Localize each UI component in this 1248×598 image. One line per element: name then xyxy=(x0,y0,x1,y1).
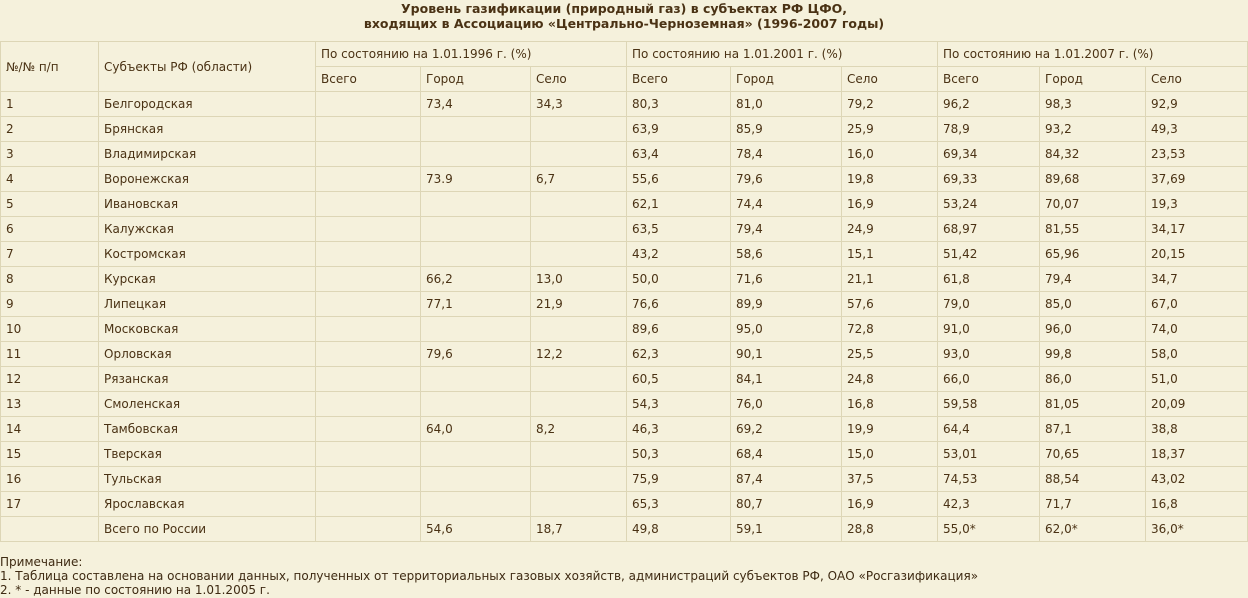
header-number: №/№ п/п xyxy=(1,42,99,92)
cell-value: 93,2 xyxy=(1040,117,1146,142)
title-line-1: Уровень газификации (природный газ) в субъектах РФ ЦФО, xyxy=(401,1,847,16)
cell-number: 15 xyxy=(1,442,99,467)
cell-value xyxy=(316,117,421,142)
cell-number: 11 xyxy=(1,342,99,367)
cell-value xyxy=(316,167,421,192)
cell-value xyxy=(531,317,627,342)
cell-value: 12,2 xyxy=(531,342,627,367)
table-row xyxy=(1,217,1248,242)
cell-value: 98,3 xyxy=(1040,92,1146,117)
cell-value: 49,3 xyxy=(1146,117,1248,142)
cell-value: 92,9 xyxy=(1146,92,1248,117)
cell-value: 24,8 xyxy=(842,367,938,392)
cell-value: 68,4 xyxy=(731,442,842,467)
cell-value: 69,2 xyxy=(731,417,842,442)
table-row xyxy=(1,292,1248,317)
cell-value: 65,3 xyxy=(627,492,731,517)
cell-value: 19,3 xyxy=(1146,192,1248,217)
header-total: Всего xyxy=(938,67,1040,92)
cell-value xyxy=(531,242,627,267)
cell-value: 69,33 xyxy=(938,167,1040,192)
cell-value xyxy=(531,117,627,142)
cell-value: 49,8 xyxy=(627,517,731,542)
cell-value: 65,96 xyxy=(1040,242,1146,267)
cell-value xyxy=(316,517,421,542)
header-city: Город xyxy=(421,67,531,92)
cell-value xyxy=(316,217,421,242)
cell-value: 71,7 xyxy=(1040,492,1146,517)
cell-subject: Всего по России xyxy=(99,517,316,542)
cell-value xyxy=(421,467,531,492)
cell-value: 59,1 xyxy=(731,517,842,542)
cell-value xyxy=(421,142,531,167)
cell-value: 95,0 xyxy=(731,317,842,342)
cell-value xyxy=(421,117,531,142)
cell-value xyxy=(316,342,421,367)
cell-value: 20,15 xyxy=(1146,242,1248,267)
cell-value: 70,65 xyxy=(1040,442,1146,467)
cell-value: 77,1 xyxy=(421,292,531,317)
cell-value: 66,2 xyxy=(421,267,531,292)
cell-number: 6 xyxy=(1,217,99,242)
table-row xyxy=(1,442,1248,467)
cell-value: 79,4 xyxy=(1040,267,1146,292)
header-village: Село xyxy=(1146,67,1248,92)
cell-subject: Орловская xyxy=(99,342,316,367)
cell-value: 62,1 xyxy=(627,192,731,217)
cell-value: 80,7 xyxy=(731,492,842,517)
cell-value: 19,8 xyxy=(842,167,938,192)
cell-subject: Тверская xyxy=(99,442,316,467)
cell-subject: Ярославская xyxy=(99,492,316,517)
cell-value: 87,1 xyxy=(1040,417,1146,442)
notes-heading: Примечание: xyxy=(0,555,83,569)
cell-value: 79,4 xyxy=(731,217,842,242)
table-row xyxy=(1,417,1248,442)
cell-value: 24,9 xyxy=(842,217,938,242)
cell-value: 18,7 xyxy=(531,517,627,542)
cell-value: 89,68 xyxy=(1040,167,1146,192)
cell-value: 23,53 xyxy=(1146,142,1248,167)
page-title xyxy=(0,0,1248,31)
cell-value: 88,54 xyxy=(1040,467,1146,492)
cell-subject: Липецкая xyxy=(99,292,316,317)
cell-value: 67,0 xyxy=(1146,292,1248,317)
cell-value: 73.9 xyxy=(421,167,531,192)
cell-value: 80,3 xyxy=(627,92,731,117)
cell-value: 21,9 xyxy=(531,292,627,317)
cell-value xyxy=(531,142,627,167)
cell-value: 60,5 xyxy=(627,367,731,392)
cell-value: 79,0 xyxy=(938,292,1040,317)
cell-value xyxy=(316,367,421,392)
cell-value xyxy=(316,142,421,167)
cell-value: 58,6 xyxy=(731,242,842,267)
cell-value: 20,09 xyxy=(1146,392,1248,417)
cell-value: 37,69 xyxy=(1146,167,1248,192)
table-row xyxy=(1,167,1248,192)
table-row xyxy=(1,92,1248,117)
cell-number: 2 xyxy=(1,117,99,142)
cell-value: 59,58 xyxy=(938,392,1040,417)
cell-value xyxy=(421,442,531,467)
cell-value: 54,6 xyxy=(421,517,531,542)
cell-value: 16,9 xyxy=(842,192,938,217)
cell-value: 90,1 xyxy=(731,342,842,367)
cell-value: 81,0 xyxy=(731,92,842,117)
cell-value: 63,4 xyxy=(627,142,731,167)
cell-value: 84,32 xyxy=(1040,142,1146,167)
cell-value xyxy=(316,417,421,442)
table-row xyxy=(1,267,1248,292)
cell-value: 91,0 xyxy=(938,317,1040,342)
cell-subject: Воронежская xyxy=(99,167,316,192)
cell-value: 13,0 xyxy=(531,267,627,292)
cell-value: 81,05 xyxy=(1040,392,1146,417)
header-period-2007: По состоянию на 1.01.2007 г. (%) xyxy=(938,42,1248,67)
cell-value: 8,2 xyxy=(531,417,627,442)
cell-number: 8 xyxy=(1,267,99,292)
cell-value xyxy=(421,392,531,417)
cell-value: 19,9 xyxy=(842,417,938,442)
cell-value: 96,2 xyxy=(938,92,1040,117)
table-row xyxy=(1,467,1248,492)
cell-value: 79,6 xyxy=(731,167,842,192)
cell-value xyxy=(316,267,421,292)
cell-number: 12 xyxy=(1,367,99,392)
cell-subject: Тульская xyxy=(99,467,316,492)
table-body xyxy=(1,92,1248,542)
cell-value: 69,34 xyxy=(938,142,1040,167)
table-row xyxy=(1,392,1248,417)
cell-value xyxy=(316,317,421,342)
cell-value: 57,6 xyxy=(842,292,938,317)
cell-value: 37,5 xyxy=(842,467,938,492)
cell-value: 25,5 xyxy=(842,342,938,367)
cell-value: 79,6 xyxy=(421,342,531,367)
cell-value: 53,01 xyxy=(938,442,1040,467)
cell-value: 62,3 xyxy=(627,342,731,367)
cell-value xyxy=(421,492,531,517)
cell-value xyxy=(531,192,627,217)
table-row xyxy=(1,517,1248,542)
cell-value: 34,7 xyxy=(1146,267,1248,292)
cell-value: 43,02 xyxy=(1146,467,1248,492)
table-row xyxy=(1,492,1248,517)
note-item: 2. * - данные по состоянию на 1.01.2005 г. xyxy=(0,583,270,597)
cell-value: 43,2 xyxy=(627,242,731,267)
cell-value: 70,07 xyxy=(1040,192,1146,217)
cell-value: 74,0 xyxy=(1146,317,1248,342)
cell-value: 58,0 xyxy=(1146,342,1248,367)
cell-value: 66,0 xyxy=(938,367,1040,392)
header-village: Село xyxy=(531,67,627,92)
cell-value: 53,24 xyxy=(938,192,1040,217)
cell-value: 89,9 xyxy=(731,292,842,317)
cell-value: 34,17 xyxy=(1146,217,1248,242)
cell-value: 93,0 xyxy=(938,342,1040,367)
cell-number xyxy=(1,517,99,542)
cell-subject: Калужская xyxy=(99,217,316,242)
cell-value: 16,9 xyxy=(842,492,938,517)
cell-number: 17 xyxy=(1,492,99,517)
cell-number: 7 xyxy=(1,242,99,267)
cell-value: 16,0 xyxy=(842,142,938,167)
cell-value: 74,4 xyxy=(731,192,842,217)
cell-value: 79,2 xyxy=(842,92,938,117)
cell-value: 54,3 xyxy=(627,392,731,417)
cell-value: 16,8 xyxy=(842,392,938,417)
cell-value: 46,3 xyxy=(627,417,731,442)
cell-value xyxy=(531,217,627,242)
cell-value: 42,3 xyxy=(938,492,1040,517)
cell-subject: Ивановская xyxy=(99,192,316,217)
cell-value: 76,0 xyxy=(731,392,842,417)
cell-value: 71,6 xyxy=(731,267,842,292)
cell-value: 62,0* xyxy=(1040,517,1146,542)
table-row xyxy=(1,317,1248,342)
cell-value xyxy=(316,192,421,217)
cell-value: 76,6 xyxy=(627,292,731,317)
header-total: Всего xyxy=(627,67,731,92)
cell-value xyxy=(316,467,421,492)
notes xyxy=(0,555,978,597)
table-row xyxy=(1,342,1248,367)
cell-value xyxy=(531,442,627,467)
cell-value: 75,9 xyxy=(627,467,731,492)
cell-subject: Брянская xyxy=(99,117,316,142)
header-period-2001: По состоянию на 1.01.2001 г. (%) xyxy=(627,42,938,67)
note-item: 1. Таблица составлена на основании данных, полученных от территориальных газовых хозяйств, администраций субъектов РФ, ОАО «Росгазификация» xyxy=(0,569,979,583)
cell-value: 84,1 xyxy=(731,367,842,392)
header-city: Город xyxy=(1040,67,1146,92)
cell-value xyxy=(316,292,421,317)
cell-value: 63,9 xyxy=(627,117,731,142)
cell-number: 5 xyxy=(1,192,99,217)
cell-value: 89,6 xyxy=(627,317,731,342)
cell-subject: Курская xyxy=(99,267,316,292)
cell-value: 81,55 xyxy=(1040,217,1146,242)
cell-value: 36,0* xyxy=(1146,517,1248,542)
cell-value: 16,8 xyxy=(1146,492,1248,517)
cell-number: 1 xyxy=(1,92,99,117)
cell-value: 38,8 xyxy=(1146,417,1248,442)
header-city: Город xyxy=(731,67,842,92)
cell-value xyxy=(316,392,421,417)
cell-value xyxy=(421,192,531,217)
cell-value: 72,8 xyxy=(842,317,938,342)
cell-value: 28,8 xyxy=(842,517,938,542)
cell-value xyxy=(316,492,421,517)
header-total: Всего xyxy=(316,67,421,92)
table-row xyxy=(1,117,1248,142)
header-period-1996: По состоянию на 1.01.1996 г. (%) xyxy=(316,42,627,67)
cell-value: 86,0 xyxy=(1040,367,1146,392)
cell-value: 74,53 xyxy=(938,467,1040,492)
cell-value: 34,3 xyxy=(531,92,627,117)
cell-number: 4 xyxy=(1,167,99,192)
title-line-2: входящих в Ассоциацию «Центрально-Черноземная» (1996-2007 годы) xyxy=(363,16,885,31)
cell-value: 15,1 xyxy=(842,242,938,267)
cell-value: 51,42 xyxy=(938,242,1040,267)
cell-number: 16 xyxy=(1,467,99,492)
cell-value: 55,6 xyxy=(627,167,731,192)
cell-value xyxy=(531,467,627,492)
cell-number: 3 xyxy=(1,142,99,167)
cell-subject: Владимирская xyxy=(99,142,316,167)
cell-subject: Белгородская xyxy=(99,92,316,117)
cell-value xyxy=(316,442,421,467)
cell-value: 6,7 xyxy=(531,167,627,192)
cell-value: 61,8 xyxy=(938,267,1040,292)
cell-value: 85,9 xyxy=(731,117,842,142)
cell-value xyxy=(316,242,421,267)
cell-value: 73,4 xyxy=(421,92,531,117)
cell-value: 15,0 xyxy=(842,442,938,467)
header-subject: Субъекты РФ (области) xyxy=(99,42,316,92)
cell-value: 50,0 xyxy=(627,267,731,292)
cell-value: 25,9 xyxy=(842,117,938,142)
gasification-table xyxy=(0,41,1248,542)
cell-value: 21,1 xyxy=(842,267,938,292)
cell-value xyxy=(421,317,531,342)
table-header-row-periods xyxy=(1,42,1248,67)
cell-value: 87,4 xyxy=(731,467,842,492)
cell-number: 10 xyxy=(1,317,99,342)
cell-subject: Смоленская xyxy=(99,392,316,417)
table-row xyxy=(1,142,1248,167)
cell-value: 50,3 xyxy=(627,442,731,467)
cell-number: 14 xyxy=(1,417,99,442)
cell-value: 64,4 xyxy=(938,417,1040,442)
cell-number: 13 xyxy=(1,392,99,417)
cell-value xyxy=(531,367,627,392)
table-row xyxy=(1,192,1248,217)
cell-subject: Рязанская xyxy=(99,367,316,392)
cell-value: 96,0 xyxy=(1040,317,1146,342)
cell-value: 51,0 xyxy=(1146,367,1248,392)
cell-subject: Тамбовская xyxy=(99,417,316,442)
cell-value: 18,37 xyxy=(1146,442,1248,467)
cell-number: 9 xyxy=(1,292,99,317)
cell-value xyxy=(316,92,421,117)
cell-value: 78,4 xyxy=(731,142,842,167)
cell-value xyxy=(421,242,531,267)
cell-subject: Костромская xyxy=(99,242,316,267)
cell-value: 64,0 xyxy=(421,417,531,442)
table-row xyxy=(1,242,1248,267)
cell-subject: Московская xyxy=(99,317,316,342)
table-row xyxy=(1,367,1248,392)
cell-value xyxy=(531,392,627,417)
cell-value: 63,5 xyxy=(627,217,731,242)
cell-value: 85,0 xyxy=(1040,292,1146,317)
cell-value xyxy=(421,367,531,392)
cell-value xyxy=(531,492,627,517)
cell-value: 55,0* xyxy=(938,517,1040,542)
cell-value: 78,9 xyxy=(938,117,1040,142)
cell-value xyxy=(421,217,531,242)
cell-value: 99,8 xyxy=(1040,342,1146,367)
header-village: Село xyxy=(842,67,938,92)
cell-value: 68,97 xyxy=(938,217,1040,242)
